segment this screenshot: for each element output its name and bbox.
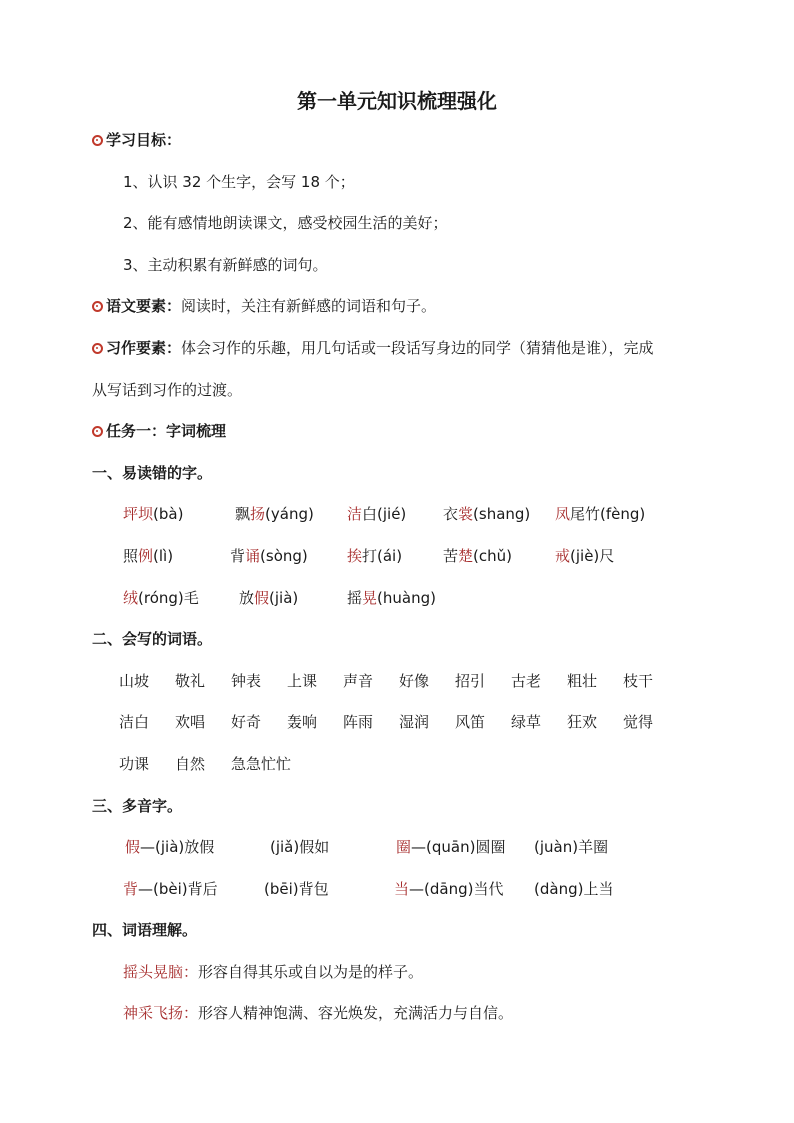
pinyin-item: 洁白(jié) <box>347 505 407 523</box>
word-item: 功课 <box>119 755 150 773</box>
goals-heading <box>92 130 181 150</box>
section3-heading: 三、多音字。 <box>92 797 183 815</box>
polyphone-item: 当—(dāng)当代 <box>394 880 504 898</box>
bullet-icon <box>92 343 103 354</box>
polyphone-item: (jiǎ)假如 <box>270 838 330 856</box>
definition-term: 摇头晃脑： <box>123 963 199 981</box>
task1-label: 任务一：字词梳理 <box>106 422 227 440</box>
word-item: 轰响 <box>287 713 318 731</box>
pinyin-item: 绒(róng)毛 <box>123 589 199 607</box>
goal-item: 2、能有感情地朗读课文，感受校园生活的美好； <box>123 214 448 232</box>
word-item: 急急忙忙 <box>231 755 292 773</box>
definition-text: 形容自得其乐或自以为是的样子。 <box>198 963 424 981</box>
word-item: 阵雨 <box>343 713 374 731</box>
word-item: 狂欢 <box>567 713 598 731</box>
pinyin-item: 背诵(sòng) <box>230 547 308 565</box>
word-item: 风笛 <box>455 713 486 731</box>
definition-term: 神采飞扬： <box>123 1004 199 1022</box>
writing-element-label: 习作要素： <box>106 339 182 357</box>
language-element <box>92 296 436 316</box>
pinyin-item: 放假(jià) <box>239 589 299 607</box>
word-item: 招引 <box>455 672 486 690</box>
writing-element-text-cont: 从写话到习作的过渡。 <box>92 381 243 399</box>
polyphone-item: 假—(jià)放假 <box>125 838 215 856</box>
word-item: 上课 <box>287 672 318 690</box>
word-item: 枝干 <box>623 672 654 690</box>
pinyin-item: 戒(jiè)尺 <box>555 547 615 565</box>
definition-text: 形容人精神饱满、容光焕发，充满活力与自信。 <box>198 1004 514 1022</box>
pinyin-item: 衣裳(shang) <box>443 505 531 523</box>
word-item: 声音 <box>343 672 374 690</box>
definition-item <box>123 1003 513 1023</box>
bullet-icon <box>92 426 103 437</box>
word-item: 洁白 <box>119 713 150 731</box>
section2-heading: 二、会写的词语。 <box>92 630 213 648</box>
word-item: 绿草 <box>511 713 542 731</box>
bullet-icon <box>92 135 103 146</box>
word-item: 山坡 <box>119 672 150 690</box>
writing-element-text: 体会习作的乐趣，用几句话或一段话写身边的同学（猜猜他是谁），完成 <box>181 339 654 357</box>
word-item: 钟表 <box>231 672 262 690</box>
pinyin-item: 凤尾竹(fèng) <box>555 505 646 523</box>
language-element-text: 阅读时，关注有新鲜感的词语和句子。 <box>181 297 437 315</box>
task1-heading <box>92 421 226 441</box>
word-item: 湿润 <box>399 713 430 731</box>
word-item: 欢唱 <box>175 713 206 731</box>
word-item: 好奇 <box>231 713 262 731</box>
pinyin-item: 挨打(ái) <box>347 547 403 565</box>
word-item: 粗壮 <box>567 672 598 690</box>
page-title: 第一单元知识梳理强化 <box>297 89 497 113</box>
goal-item: 1、认识 32 个生字，会写 18 个； <box>123 173 355 191</box>
section1-heading: 一、易读错的字。 <box>92 464 213 482</box>
word-item: 自然 <box>175 755 206 773</box>
pinyin-item: 飘扬(yáng) <box>235 505 314 523</box>
pinyin-item: 摇晃(huàng) <box>347 589 436 607</box>
word-item: 好像 <box>399 672 430 690</box>
pinyin-item: 坪坝(bà) <box>123 505 184 523</box>
pinyin-item: 照例(lì) <box>123 547 174 565</box>
polyphone-item: (juàn)羊圈 <box>534 838 609 856</box>
word-item: 古老 <box>511 672 542 690</box>
polyphone-item: (bēi)背包 <box>264 880 329 898</box>
goals-label: 学习目标： <box>106 131 182 149</box>
polyphone-item: (dàng)上当 <box>534 880 614 898</box>
writing-element <box>92 338 654 358</box>
word-item: 觉得 <box>623 713 654 731</box>
bullet-icon <box>92 301 103 312</box>
definition-item <box>123 962 423 982</box>
polyphone-item: 背—(bèi)背后 <box>123 880 218 898</box>
language-element-label: 语文要素： <box>106 297 182 315</box>
word-item: 敬礼 <box>175 672 206 690</box>
goal-item: 3、主动积累有新鲜感的词句。 <box>123 256 328 274</box>
section4-heading: 四、词语理解。 <box>92 921 198 939</box>
pinyin-item: 苦楚(chǔ) <box>443 547 512 565</box>
polyphone-item: 圈—(quān)圆圈 <box>396 838 506 856</box>
